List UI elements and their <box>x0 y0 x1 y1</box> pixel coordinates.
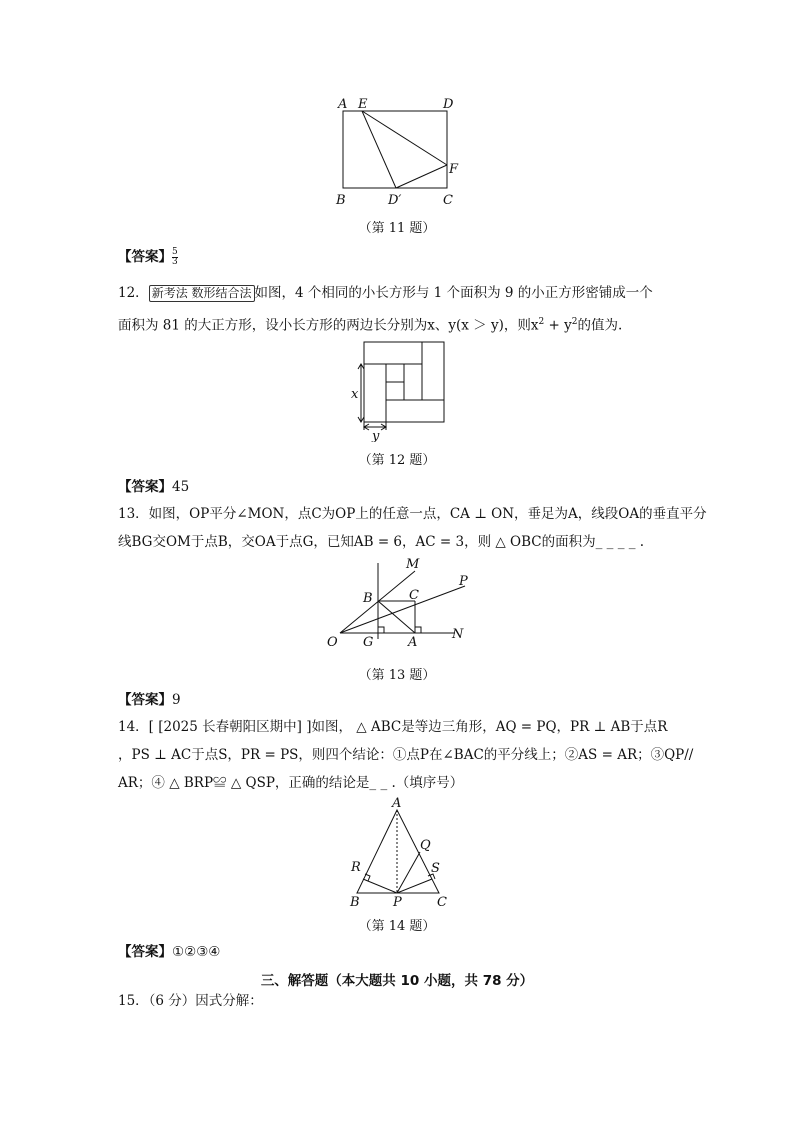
fig13-caption: （第 13 题） <box>358 668 436 683</box>
fig13-label-G: G <box>363 635 374 650</box>
q15-line: 15．（6 分）因式分解： <box>118 993 263 1009</box>
answer-label: 【答案】 <box>118 249 172 265</box>
fig14-label-C: C <box>437 895 447 910</box>
fig12-caption: （第 12 题） <box>358 453 436 468</box>
q14-line3: AR；④ △ BRP≌ △ QSP，正确的结论是_ _ .（填序号） <box>118 775 464 791</box>
q14-line1: 14．[ [2025 长春朝阳区期中] ]如图， △ ABC是等边三角形，AQ = PQ，PR ⊥ AB于点R <box>118 719 668 735</box>
fig11-label-B: B <box>336 193 346 208</box>
fig13-label-O: O <box>327 635 338 650</box>
fig11-label-D: D <box>443 97 454 112</box>
section-heading: 三、解答题（本大题共 10 小题，共 78 分） <box>260 973 534 989</box>
fig14-label-B: B <box>350 895 360 910</box>
fig14-label-A: A <box>392 796 402 811</box>
q13-line1: 13．如图，OP平分∠MON，点C为OP上的任意一点，CA ⊥ ON，垂足为A，线段OA的垂直平分 <box>118 506 707 522</box>
answer-11-fraction: $\frac{5}{3}$ <box>172 247 178 267</box>
fig11-label-F: F <box>449 162 459 177</box>
fig12-label-x: x <box>351 387 359 402</box>
fig13-label-P: P <box>459 574 468 589</box>
q13-line2: 线BG交OM于点B，交OA于点G，已知AB = 6，AC = 3，则 △ OBC的面积为_ _ _ _ . <box>118 534 645 550</box>
answer-12: 【答案】45 <box>118 479 190 495</box>
figure-14 <box>340 796 460 911</box>
fig11-label-E: E <box>358 97 368 112</box>
q14-line2: ，PS ⊥ AC于点S，PR = PS，则四个结论：①点P在∠BAC的平分线上；②AS = AR；③QP// <box>118 747 694 763</box>
figure-11 <box>320 92 470 212</box>
fig14-label-R: R <box>351 860 361 875</box>
fig14-label-Q: Q <box>420 838 431 853</box>
fig11-caption: （第 11 题） <box>358 221 436 236</box>
answer-11 <box>118 247 178 267</box>
fig11-label-A: A <box>338 97 348 112</box>
q12-line1: 12． 新考法 数形结合法 如图，4 个相同的小长方形与 1 个面积为 9 的小正方形密铺成一个 <box>118 285 653 301</box>
fig14-label-S: S <box>431 861 440 876</box>
q12-line2: 面积为 81 的大正方形，设小长方形的两边长分别为x、y(x ＞ y)，则$x^2 + y^2$的值为. <box>118 317 623 334</box>
method-tag: 新考法 数形结合法 <box>149 285 255 302</box>
figure-13 <box>320 553 480 653</box>
figure-12 <box>344 336 454 442</box>
fig11-label-C: C <box>443 193 453 208</box>
fig14-label-P: P <box>393 895 402 910</box>
fig13-label-C: C <box>409 588 419 603</box>
fig13-label-N: N <box>452 627 464 642</box>
fig14-caption: （第 14 题） <box>358 919 436 934</box>
fig13-label-B: B <box>363 591 373 606</box>
fig13-label-M: M <box>406 557 420 572</box>
fig11-label-Dprime: D′ <box>388 193 402 208</box>
answer-13: 【答案】9 <box>118 692 181 708</box>
fig12-label-y: y <box>372 429 380 442</box>
fig13-label-A: A <box>408 635 418 650</box>
answer-14: 【答案】①②③④ <box>118 944 221 960</box>
